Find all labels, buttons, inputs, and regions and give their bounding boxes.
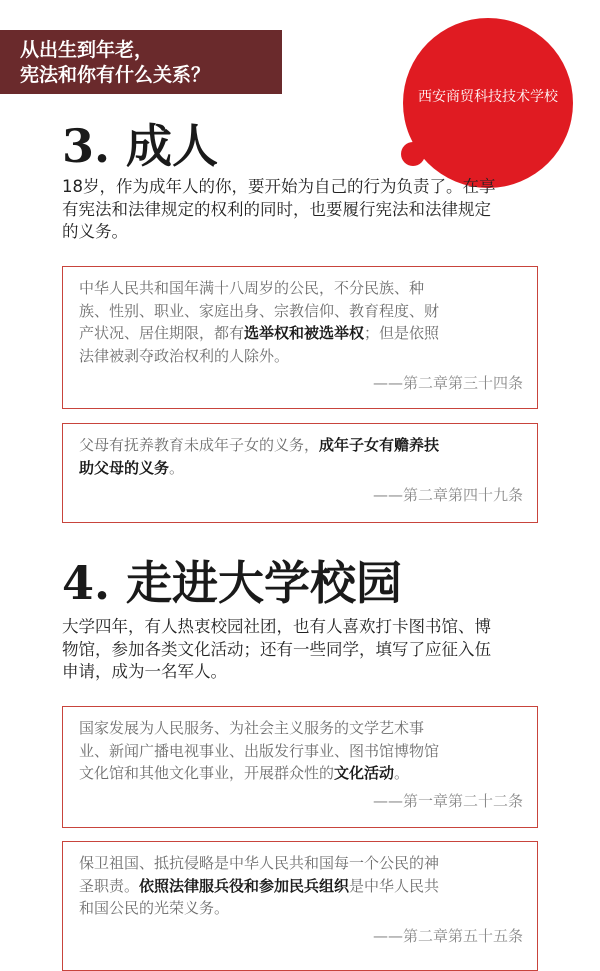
law-quote-box — [62, 266, 538, 409]
section-intro-university — [62, 616, 548, 684]
header-banner — [0, 30, 282, 94]
law-quote-box — [62, 706, 538, 828]
section-title-adult: 3. 成人 — [62, 119, 219, 173]
section-intro-adult — [62, 176, 548, 244]
banner-line: 宪法和你有什么关系？ — [20, 64, 211, 86]
section-title-university: 4. 走进大学校园 — [62, 556, 403, 610]
intro-line: 大学四年，有人热衷校园社团，也有人喜欢打卡图书馆、博 — [62, 617, 491, 636]
law-quote-box — [62, 423, 538, 523]
quote-line: 业、新闻广播电视事业、出版发行事业、图书馆博物馆 — [79, 741, 440, 760]
quote-line: 助父母的义务。 — [79, 458, 185, 477]
quote-text — [79, 852, 523, 920]
banner-line: 从出生到年老， — [20, 39, 154, 61]
quote-line: 和国公民的光荣义务。 — [79, 899, 230, 917]
quote-text — [79, 434, 523, 479]
quote-line: 国家发展为人民服务、为社会主义服务的文学艺术事 — [79, 719, 425, 737]
school-name: 西安商贸科技技术学校 — [418, 89, 558, 105]
quote-text — [79, 277, 523, 367]
quote-line: 圣职责。依照法律服兵役和参加民兵组织是中华人民共 — [79, 876, 440, 895]
highlight-text: 成年子女有赡养扶 — [319, 436, 440, 454]
quote-line: 中华人民共和国年满十八周岁的公民，不分民族、种 — [79, 279, 425, 297]
quote-source: ——第二章第三十四条 — [372, 374, 523, 392]
quote-source: ——第一章第二十二条 — [372, 791, 523, 810]
quote-line: 产状况、居住期限，都有选举权和被选举权；但是依照 — [79, 324, 440, 342]
intro-line: 有宪法和法律规定的权利的同时，也要履行宪法和法律规定 — [62, 199, 491, 219]
highlight-text: 助父母的义务 — [79, 458, 170, 477]
law-quote-box — [62, 841, 538, 971]
quote-source: ——第二章第五十五条 — [372, 926, 523, 945]
quote-text — [79, 717, 523, 785]
highlight-text: 文化活动 — [334, 764, 395, 782]
intro-line: 申请，成为一名军人。 — [62, 662, 227, 681]
quote-line: 父母有抚养教育未成年子女的义务，成年子女有赡养扶 — [79, 436, 440, 454]
quote-source: ——第二章第四十九条 — [372, 486, 523, 504]
intro-line: 物馆，参加各类文化活动；还有一些同学，填写了应征入伍 — [62, 639, 491, 659]
quote-line: 保卫祖国、抵抗侵略是中华人民共和国每一个公民的神 — [79, 854, 440, 872]
quote-line: 法律被剥夺政治权利的人除外。 — [79, 346, 290, 365]
quote-line: 族、性别、职业、家庭出身、宗教信仰、教育程度、财 — [79, 301, 440, 320]
quote-line: 文化馆和其他文化事业，开展群众性的文化活动。 — [79, 764, 410, 782]
decorative-dot — [401, 142, 425, 166]
highlight-text: 依照法律服兵役和参加民兵组织 — [139, 876, 350, 895]
intro-line: 18岁，作为成年人的你，要开始为自己的行为负责了。在享 — [62, 177, 496, 196]
highlight-text: 选举权和被选举权 — [244, 324, 365, 342]
intro-line: 的义务。 — [62, 222, 128, 241]
